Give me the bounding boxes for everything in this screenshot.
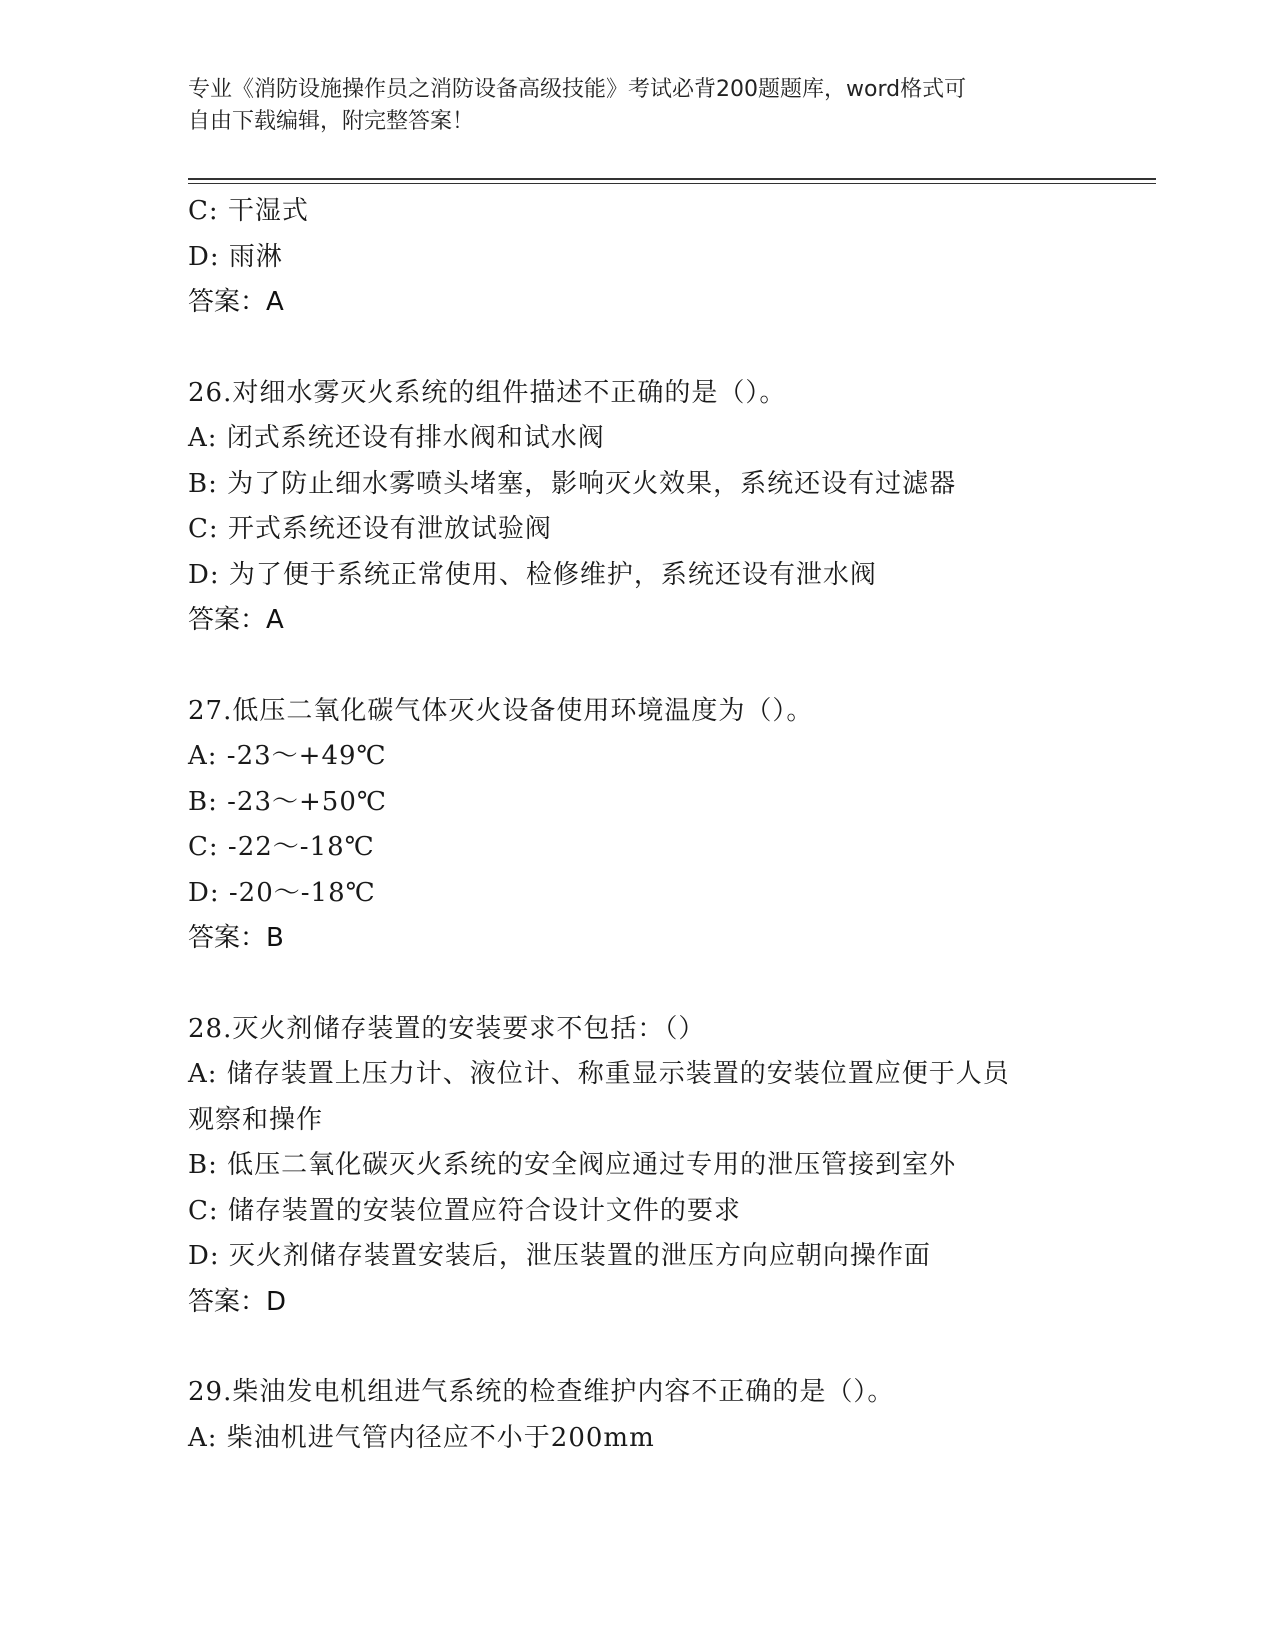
spacer [188, 962, 1108, 1007]
question-27 [188, 689, 1108, 962]
option-a: A: -23～+49℃ [188, 741, 387, 771]
option-d: D: 为了便于系统正常使用、检修维护，系统还设有泄水阀 [188, 559, 877, 590]
option-d: D: 雨淋 [188, 241, 283, 272]
answer-line: 答案：A [188, 605, 284, 635]
option-a: A: 闭式系统还设有排水阀和试水阀 [188, 423, 605, 453]
question-28 [188, 1007, 1108, 1326]
answer-line: 答案：B [188, 923, 284, 953]
option-c: C: 干湿式 [188, 196, 309, 226]
option-d: D: -20～-18℃ [188, 877, 376, 908]
answer-line: 答案：D [188, 1286, 287, 1317]
header-line-1: 专业《消防设施操作员之消防设备高级技能》考试必背200题题库，word格式可 [188, 77, 967, 102]
option-b: B: 低压二氧化碳灭火系统的安全阀应通过专用的泄压管接到室外 [188, 1150, 957, 1180]
document-header [188, 74, 1088, 138]
header-line-2: 自由下载编辑，附完整答案！ [188, 109, 475, 134]
question-text: 29.柴油发电机组进气系统的检查维护内容不正确的是（）。 [188, 1377, 895, 1407]
answer-line: 答案：A [188, 287, 284, 317]
option-d: D: 灭火剂储存装置安装后，泄压装置的泄压方向应朝向操作面 [188, 1241, 931, 1271]
option-c: C: 储存装置的安装位置应符合设计文件的要求 [188, 1195, 741, 1226]
option-b: B: -23～+50℃ [188, 786, 387, 817]
header-divider-thin [188, 183, 1156, 184]
question-29 [188, 1370, 1108, 1461]
spacer [188, 1325, 1108, 1370]
question-text: 26.对细水雾灭火系统的组件描述不正确的是（）。 [188, 377, 787, 408]
option-c: C: -22～-18℃ [188, 832, 375, 862]
option-b: B: 为了防止细水雾喷头堵塞，影响灭火效果，系统还设有过滤器 [188, 468, 957, 499]
question-25-continuation [188, 189, 1108, 326]
question-text: 28.灭火剂储存装置的安装要求不包括：（） [188, 1013, 706, 1044]
option-a: A: 柴油机进气管内径应不小于200mm [188, 1422, 655, 1453]
question-list [188, 189, 1108, 1461]
question-26 [188, 371, 1108, 644]
option-a-continued: 观察和操作 [188, 1104, 324, 1135]
spacer [188, 644, 1108, 689]
header-divider-thick [188, 178, 1156, 180]
option-a: A: 储存装置上压力计、液位计、称重显示装置的安装位置应便于人员 [188, 1059, 1010, 1089]
spacer [188, 326, 1108, 371]
option-c: C: 开式系统还设有泄放试验阀 [188, 514, 552, 544]
question-text: 27.低压二氧化碳气体灭火设备使用环境温度为（）。 [188, 695, 814, 726]
